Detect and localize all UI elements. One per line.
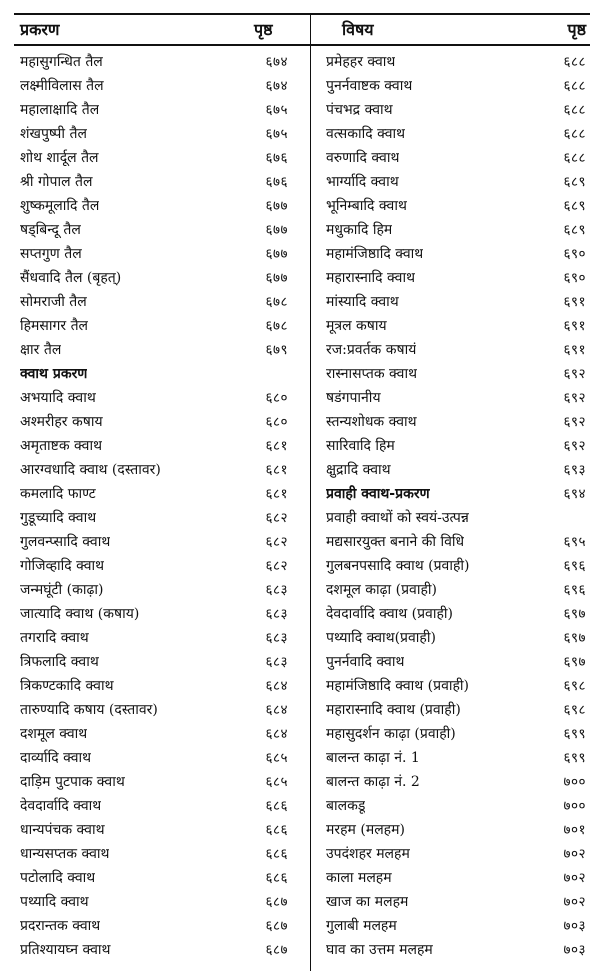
entry-page-number: ६९२ bbox=[563, 390, 586, 406]
entry-page-number: ६८८ bbox=[563, 78, 586, 94]
entry-page-number: ६८४ bbox=[265, 702, 288, 718]
entry-page-number: ६८६ bbox=[265, 798, 288, 814]
index-entry bbox=[20, 890, 290, 914]
entry-title: खाज का मलहम bbox=[326, 894, 409, 910]
index-entry bbox=[326, 242, 588, 266]
entry-title: रास्नासप्तक क्वाथ bbox=[326, 366, 418, 382]
index-entry bbox=[20, 98, 290, 122]
entry-page-number: ६९१ bbox=[563, 294, 586, 310]
entry-title: गुडूच्यादि क्वाथ bbox=[20, 510, 97, 526]
left-page-header: पृष्ठ bbox=[254, 20, 273, 39]
index-entry bbox=[326, 578, 588, 602]
index-entry bbox=[326, 290, 588, 314]
index-entry bbox=[326, 338, 588, 362]
entry-title: मरहम (मलहम) bbox=[326, 822, 405, 838]
entry-title: पथ्यादि क्वाथ bbox=[20, 894, 89, 910]
entry-page-number: ६७४ bbox=[265, 54, 288, 70]
entry-title: मांस्यादि क्वाथ bbox=[326, 294, 399, 310]
entry-title: अभयादि क्वाथ bbox=[20, 390, 96, 406]
entry-title: श्री गोपाल तैल bbox=[20, 174, 93, 190]
entry-title: महामंजिष्ठादि क्वाथ (प्रवाही) bbox=[326, 678, 469, 694]
index-entry bbox=[20, 650, 290, 674]
index-entry bbox=[20, 266, 290, 290]
index-entry bbox=[20, 578, 290, 602]
header-rule bbox=[14, 44, 590, 46]
entry-page-number: ७०२ bbox=[563, 894, 586, 910]
entry-title: सैंधवादि तैल (बृहत्) bbox=[20, 270, 122, 286]
entry-page-number: ६८३ bbox=[265, 582, 288, 598]
entry-title: महासुदर्शन काढ़ा (प्रवाही) bbox=[326, 726, 456, 742]
index-entry bbox=[326, 386, 588, 410]
index-entry bbox=[326, 914, 588, 938]
entry-title: दार्व्यादि क्वाथ bbox=[20, 750, 92, 766]
entry-title: उपदंशहर मलहम bbox=[326, 846, 410, 862]
entry-page-number: ६८८ bbox=[563, 150, 586, 166]
entry-title: मद्यसारयुक्त बनाने की विधि bbox=[326, 534, 465, 550]
entry-page-number: ६८२ bbox=[265, 534, 288, 550]
entry-page-number: ६८० bbox=[265, 390, 288, 406]
left-topic-header: प्रकरण bbox=[20, 20, 60, 39]
entry-page-number: ६८४ bbox=[265, 726, 288, 742]
entry-title: षडंगपानीय bbox=[326, 390, 381, 406]
entry-page-number: ६८५ bbox=[265, 750, 288, 766]
entry-page-number: ६८२ bbox=[265, 558, 288, 574]
entry-title: वत्सकादि क्वाथ bbox=[326, 126, 406, 142]
entry-page-number: ६८० bbox=[265, 414, 288, 430]
index-entry bbox=[20, 122, 290, 146]
entry-title: सारिवादि हिम bbox=[326, 438, 395, 454]
entry-page-number: ६९१ bbox=[563, 318, 586, 334]
entry-title: हिमसागर तैल bbox=[20, 318, 89, 334]
entry-title: क्षार तैल bbox=[20, 342, 62, 358]
right-topic-header: विषय bbox=[342, 20, 374, 39]
entry-title: प्रतिश्यायघ्न क्वाथ bbox=[20, 942, 111, 958]
index-entry bbox=[326, 458, 588, 482]
entry-page-number: ६८९ bbox=[563, 174, 586, 190]
entry-page-number: ७०३ bbox=[563, 942, 586, 958]
entry-title: बालकडू bbox=[326, 798, 366, 814]
index-entry bbox=[326, 410, 588, 434]
section-heading bbox=[20, 362, 290, 386]
entry-page-number: ६९९ bbox=[563, 750, 586, 766]
entry-title: देवदार्वादि क्वाथ bbox=[20, 798, 102, 814]
entry-title: जात्यादि क्वाथ (कषाय) bbox=[20, 606, 140, 622]
index-entry bbox=[326, 698, 588, 722]
entry-title: क्षुद्रादि क्वाथ bbox=[326, 462, 391, 478]
entry-page-number: ६९६ bbox=[563, 558, 586, 574]
entry-page-number: ६८१ bbox=[265, 486, 288, 502]
entry-page-number: ६७८ bbox=[265, 294, 288, 310]
index-entry bbox=[20, 866, 290, 890]
index-entry bbox=[326, 266, 588, 290]
entry-title: महासुगन्धित तैल bbox=[20, 54, 103, 70]
index-entry bbox=[326, 818, 588, 842]
index-entry bbox=[20, 74, 290, 98]
entry-title: गोजिव्हादि क्वाथ bbox=[20, 558, 105, 574]
entry-title: कमलादि फाण्ट bbox=[20, 486, 96, 502]
entry-page-number: ७०० bbox=[563, 798, 586, 814]
entry-title: पथ्यादि क्वाथ(प्रवाही) bbox=[326, 630, 436, 646]
entry-title: गुलवन्प्सादि क्वाथ bbox=[20, 534, 111, 550]
entry-page-number: ६८६ bbox=[265, 870, 288, 886]
entry-title: जन्मघूंटी (काढ़ा) bbox=[20, 582, 104, 598]
index-entry bbox=[20, 242, 290, 266]
index-entry bbox=[20, 746, 290, 770]
index-entry bbox=[20, 314, 290, 338]
index-entry bbox=[326, 506, 588, 530]
index-entry bbox=[20, 386, 290, 410]
entry-page-number: ६७६ bbox=[265, 150, 288, 166]
entry-page-number: ६८३ bbox=[265, 654, 288, 670]
entry-page-number: ६८६ bbox=[265, 822, 288, 838]
index-entry bbox=[326, 650, 588, 674]
entry-page-number: ७०१ bbox=[563, 822, 586, 838]
entry-page-number: ६९५ bbox=[563, 534, 586, 550]
index-entry bbox=[326, 434, 588, 458]
entry-title: प्रवाही क्वाथों को स्वयं-उत्पन्न bbox=[326, 510, 469, 526]
index-entry bbox=[326, 362, 588, 386]
entry-title: सप्तगुण तैल bbox=[20, 246, 82, 262]
index-entry bbox=[20, 914, 290, 938]
entry-title: शुष्कमूलादि तैल bbox=[20, 198, 100, 214]
entry-page-number: ६७७ bbox=[265, 222, 288, 238]
index-entry bbox=[326, 194, 588, 218]
entry-title: धान्यसप्तक क्वाथ bbox=[20, 846, 110, 862]
right-index-column bbox=[326, 50, 588, 962]
index-entry bbox=[20, 290, 290, 314]
entry-page-number: ६९७ bbox=[563, 630, 586, 646]
entry-title: शोथ शार्दूल तैल bbox=[20, 150, 99, 166]
column-divider bbox=[310, 13, 311, 971]
index-entry bbox=[20, 698, 290, 722]
index-entry bbox=[326, 98, 588, 122]
entry-page-number: ६७६ bbox=[265, 174, 288, 190]
index-entry bbox=[20, 506, 290, 530]
entry-title: भार्ग्यादि क्वाथ bbox=[326, 174, 399, 190]
index-entry bbox=[20, 722, 290, 746]
section-heading bbox=[326, 482, 588, 506]
entry-page-number: ६८७ bbox=[265, 942, 288, 958]
index-entry bbox=[20, 842, 290, 866]
entry-title: काला मलहम bbox=[326, 870, 392, 886]
index-entry bbox=[326, 770, 588, 794]
index-entry bbox=[326, 746, 588, 770]
entry-title: अमृताष्टक क्वाथ bbox=[20, 438, 103, 454]
index-entry bbox=[326, 890, 588, 914]
entry-title: घाव का उत्तम मलहम bbox=[326, 942, 433, 958]
entry-page-number: ६८८ bbox=[563, 126, 586, 142]
entry-page-number: ६७५ bbox=[265, 102, 288, 118]
entry-page-number: ६९० bbox=[563, 270, 586, 286]
entry-title: पुनर्नवादि क्वाथ bbox=[326, 654, 405, 670]
index-entry bbox=[326, 722, 588, 746]
entry-page-number: ६९० bbox=[563, 246, 586, 262]
entry-title: भूनिम्बादि क्वाथ bbox=[326, 198, 407, 214]
top-rule bbox=[14, 13, 590, 15]
index-entry bbox=[20, 482, 290, 506]
index-entry bbox=[20, 458, 290, 482]
index-entry bbox=[326, 314, 588, 338]
entry-title: पंचभद्र क्वाथ bbox=[326, 102, 393, 118]
entry-title: महामंजिष्ठादि क्वाथ bbox=[326, 246, 424, 262]
index-entry bbox=[326, 530, 588, 554]
entry-title: त्रिकण्टकादि क्वाथ bbox=[20, 678, 114, 694]
index-entry bbox=[326, 146, 588, 170]
left-index-column bbox=[20, 50, 290, 962]
entry-page-number: ६८६ bbox=[265, 846, 288, 862]
entry-title: गुलाबी मलहम bbox=[326, 918, 397, 934]
entry-page-number: ६९९ bbox=[563, 726, 586, 742]
entry-title: बालन्त काढ़ा नं. 1 bbox=[326, 750, 420, 766]
entry-page-number: ७०० bbox=[563, 774, 586, 790]
entry-title: सोमराजी तैल bbox=[20, 294, 87, 310]
entry-page-number: ६८३ bbox=[265, 630, 288, 646]
entry-page-number: ६७७ bbox=[265, 246, 288, 262]
index-entry bbox=[20, 218, 290, 242]
index-entry bbox=[20, 50, 290, 74]
index-entry bbox=[20, 338, 290, 362]
entry-title: तारुण्यादि कषाय (दस्तावर) bbox=[20, 702, 158, 718]
entry-page-number: ६९७ bbox=[563, 606, 586, 622]
entry-page-number: ६९४ bbox=[563, 486, 586, 502]
entry-title: रज:प्रवर्तक कषायं bbox=[326, 342, 417, 358]
entry-page-number: ६८८ bbox=[563, 54, 586, 70]
index-entry bbox=[326, 170, 588, 194]
index-entry bbox=[20, 626, 290, 650]
entry-page-number: ६८३ bbox=[265, 606, 288, 622]
entry-title: बालन्त काढ़ा नं. 2 bbox=[326, 774, 420, 790]
index-entry bbox=[20, 602, 290, 626]
entry-title: शंखपुष्पी तैल bbox=[20, 126, 87, 142]
entry-page-number: ६८९ bbox=[563, 222, 586, 238]
index-entry bbox=[20, 554, 290, 578]
entry-page-number: ६९२ bbox=[563, 366, 586, 382]
entry-title: दाड़िम पुटपाक क्वाथ bbox=[20, 774, 125, 790]
entry-title: मधुकादि हिम bbox=[326, 222, 393, 238]
index-entry bbox=[326, 794, 588, 818]
index-entry bbox=[326, 938, 588, 962]
entry-page-number: ६८४ bbox=[265, 678, 288, 694]
entry-title: महारास्नादि क्वाथ (प्रवाही) bbox=[326, 702, 461, 718]
entry-page-number: ६८१ bbox=[265, 462, 288, 478]
entry-page-number: ६७४ bbox=[265, 78, 288, 94]
index-entry bbox=[326, 74, 588, 98]
entry-title: महालाक्षादि तैल bbox=[20, 102, 100, 118]
entry-page-number: ७०२ bbox=[563, 846, 586, 862]
entry-title: पटोलादि क्वाथ bbox=[20, 870, 96, 886]
entry-page-number: ६७५ bbox=[265, 126, 288, 142]
entry-page-number: ६९३ bbox=[563, 462, 586, 478]
entry-title: लक्ष्मीविलास तैल bbox=[20, 78, 104, 94]
index-entry bbox=[20, 170, 290, 194]
entry-title: पुनर्नवाष्टक क्वाथ bbox=[326, 78, 413, 94]
right-page-header: पृष्ठ bbox=[567, 20, 586, 39]
entry-title: धान्यपंचक क्वाथ bbox=[20, 822, 105, 838]
entry-page-number: ६९२ bbox=[563, 414, 586, 430]
index-entry bbox=[20, 146, 290, 170]
entry-title: मूत्रल कषाय bbox=[326, 318, 387, 334]
entry-title: क्वाथ प्रकरण bbox=[20, 366, 88, 382]
index-entry bbox=[20, 938, 290, 962]
entry-page-number: ६८७ bbox=[265, 918, 288, 934]
index-entry bbox=[326, 674, 588, 698]
entry-page-number: ७०३ bbox=[563, 918, 586, 934]
index-entry bbox=[326, 866, 588, 890]
index-entry bbox=[20, 410, 290, 434]
entry-title: दशमूल काढ़ा (प्रवाही) bbox=[326, 582, 437, 598]
index-entry bbox=[326, 602, 588, 626]
entry-page-number: ६८२ bbox=[265, 510, 288, 526]
entry-page-number: ६८१ bbox=[265, 438, 288, 454]
index-entry bbox=[20, 770, 290, 794]
index-entry bbox=[20, 674, 290, 698]
entry-page-number: ६७७ bbox=[265, 198, 288, 214]
entry-title: देवदार्वादि क्वाथ (प्रवाही) bbox=[326, 606, 453, 622]
entry-page-number: ६८९ bbox=[563, 198, 586, 214]
index-entry bbox=[20, 530, 290, 554]
entry-page-number: ६७९ bbox=[265, 342, 288, 358]
entry-title: प्रवाही क्वाथ-प्रकरण bbox=[326, 486, 430, 502]
entry-title: वरुणादि क्वाथ bbox=[326, 150, 400, 166]
index-entry bbox=[326, 122, 588, 146]
index-entry bbox=[20, 194, 290, 218]
entry-page-number: ६९७ bbox=[563, 654, 586, 670]
entry-page-number: ६९६ bbox=[563, 582, 586, 598]
entry-title: प्रमेहहर क्वाथ bbox=[326, 54, 396, 70]
entry-page-number: ६८७ bbox=[265, 894, 288, 910]
entry-title: अश्मरीहर कषाय bbox=[20, 414, 103, 430]
entry-title: आरग्वधादि क्वाथ (दस्तावर) bbox=[20, 462, 161, 478]
index-entry bbox=[326, 626, 588, 650]
entry-title: महारास्नादि क्वाथ bbox=[326, 270, 416, 286]
index-entry bbox=[326, 554, 588, 578]
entry-title: स्तन्यशोधक क्वाथ bbox=[326, 414, 417, 430]
entry-page-number: ६९८ bbox=[563, 702, 586, 718]
index-entry bbox=[326, 842, 588, 866]
entry-page-number: ६७७ bbox=[265, 270, 288, 286]
entry-page-number: ७०२ bbox=[563, 870, 586, 886]
entry-page-number: ६९१ bbox=[563, 342, 586, 358]
entry-page-number: ६८८ bbox=[563, 102, 586, 118]
index-entry bbox=[326, 218, 588, 242]
entry-title: प्रदरान्तक क्वाथ bbox=[20, 918, 101, 934]
index-entry bbox=[20, 794, 290, 818]
entry-title: त्रिफलादि क्वाथ bbox=[20, 654, 99, 670]
entry-title: षड्बिन्दू तैल bbox=[20, 222, 81, 238]
entry-title: दशमूल क्वाथ bbox=[20, 726, 88, 742]
index-entry bbox=[326, 50, 588, 74]
entry-title: तगरादि क्वाथ bbox=[20, 630, 89, 646]
entry-page-number: ६७८ bbox=[265, 318, 288, 334]
entry-title: गुलबनपसादि क्वाथ (प्रवाही) bbox=[326, 558, 470, 574]
table-header bbox=[14, 16, 590, 42]
index-entry bbox=[20, 434, 290, 458]
entry-page-number: ६९८ bbox=[563, 678, 586, 694]
index-entry bbox=[20, 818, 290, 842]
entry-page-number: ६८५ bbox=[265, 774, 288, 790]
entry-page-number: ६९२ bbox=[563, 438, 586, 454]
